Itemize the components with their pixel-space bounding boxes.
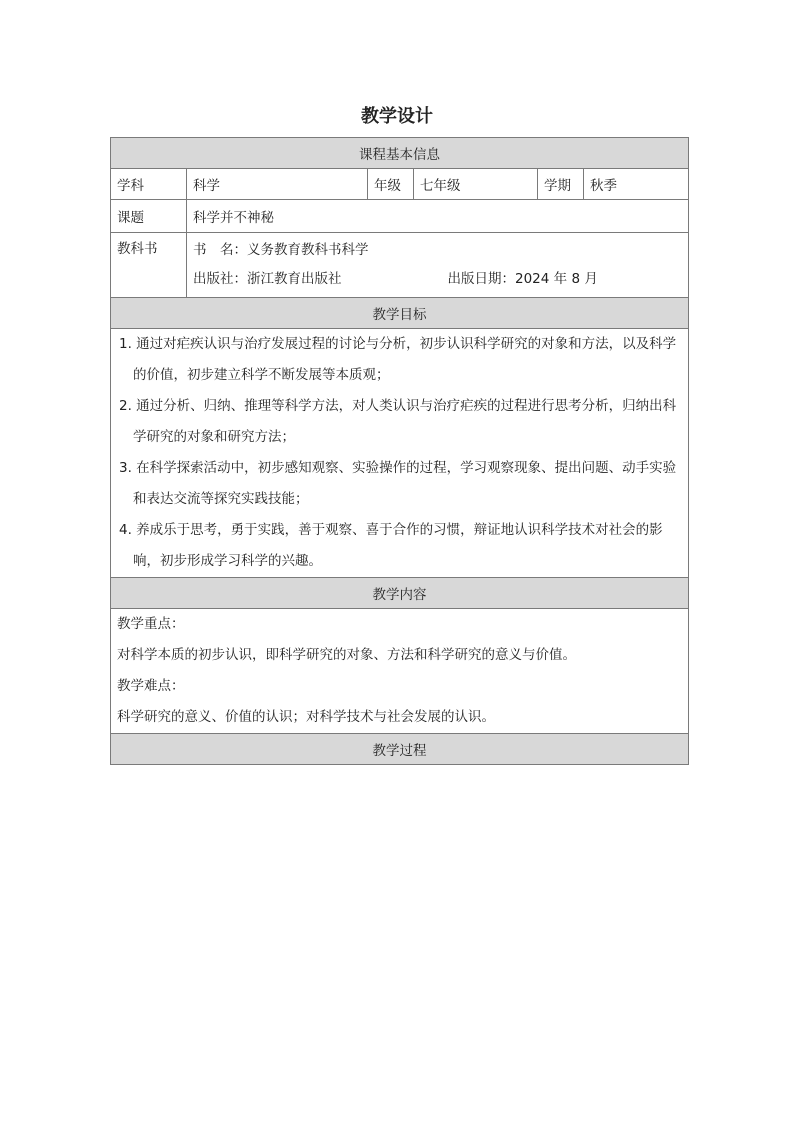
document-title: 教学设计	[361, 106, 433, 127]
subject-label: 学科	[111, 169, 187, 200]
topic-label: 课题	[111, 200, 187, 233]
info-row-topic	[111, 200, 689, 233]
textbook-details	[187, 233, 689, 298]
section-title: 课程基本信息	[111, 138, 689, 169]
section-title: 教学内容	[111, 578, 689, 609]
objective-item: 1. 通过对疟疾认识与治疗发展过程的讨论与分析，初步认识科学研究的对象和方法，以及科学的价值，初步建立科学不断发展等本质观；	[119, 336, 677, 383]
key-point-text: 对科学本质的初步认识，即科学研究的对象、方法和科学研究的意义与价值。	[117, 647, 576, 663]
textbook-label: 教科书	[111, 233, 187, 298]
term-label: 学期	[538, 169, 584, 200]
section-title: 教学目标	[111, 298, 689, 329]
objective-item: 4. 养成乐于思考，勇于实践，善于观察、喜于合作的习惯，辩证地认识科学技术对社会的影响，初步形成学习科学的兴趣。	[119, 522, 663, 569]
section-header-objectives	[111, 298, 689, 329]
subject-value: 科学	[187, 169, 368, 200]
section-header-process	[111, 734, 689, 765]
section-header-content	[111, 578, 689, 609]
publication-date: 出版日期：2024 年 8 月	[447, 271, 598, 287]
info-row-subject	[111, 169, 689, 200]
objectives-row	[111, 329, 689, 578]
info-row-textbook	[111, 233, 689, 298]
content-body	[111, 609, 689, 734]
grade-label: 年级	[368, 169, 414, 200]
key-point-label: 教学重点：	[117, 616, 185, 632]
section-title: 教学过程	[111, 734, 689, 765]
term-value: 秋季	[584, 169, 689, 200]
book-name: 书 名：义务教育教科书科学	[193, 242, 369, 258]
grade-value: 七年级	[414, 169, 538, 200]
lesson-plan-table	[110, 137, 689, 765]
difficulty-text: 科学研究的意义、价值的认识；对科学技术与社会发展的认识。	[117, 709, 495, 725]
objective-item: 2. 通过分析、归纳、推理等科学方法，对人类认识与治疗疟疾的过程进行思考分析，归纳出科学研究的对象和研究方法；	[119, 398, 677, 445]
objectives-list	[111, 329, 689, 578]
section-header-basic-info	[111, 138, 689, 169]
content-row	[111, 609, 689, 734]
publisher: 出版社：浙江教育出版社	[193, 271, 342, 287]
difficulty-label: 教学难点：	[117, 678, 185, 694]
topic-value: 科学并不神秘	[187, 200, 689, 233]
objective-item: 3. 在科学探索活动中，初步感知观察、实验操作的过程，学习观察现象、提出问题、动手实验和表达交流等探究实践技能；	[119, 460, 677, 507]
